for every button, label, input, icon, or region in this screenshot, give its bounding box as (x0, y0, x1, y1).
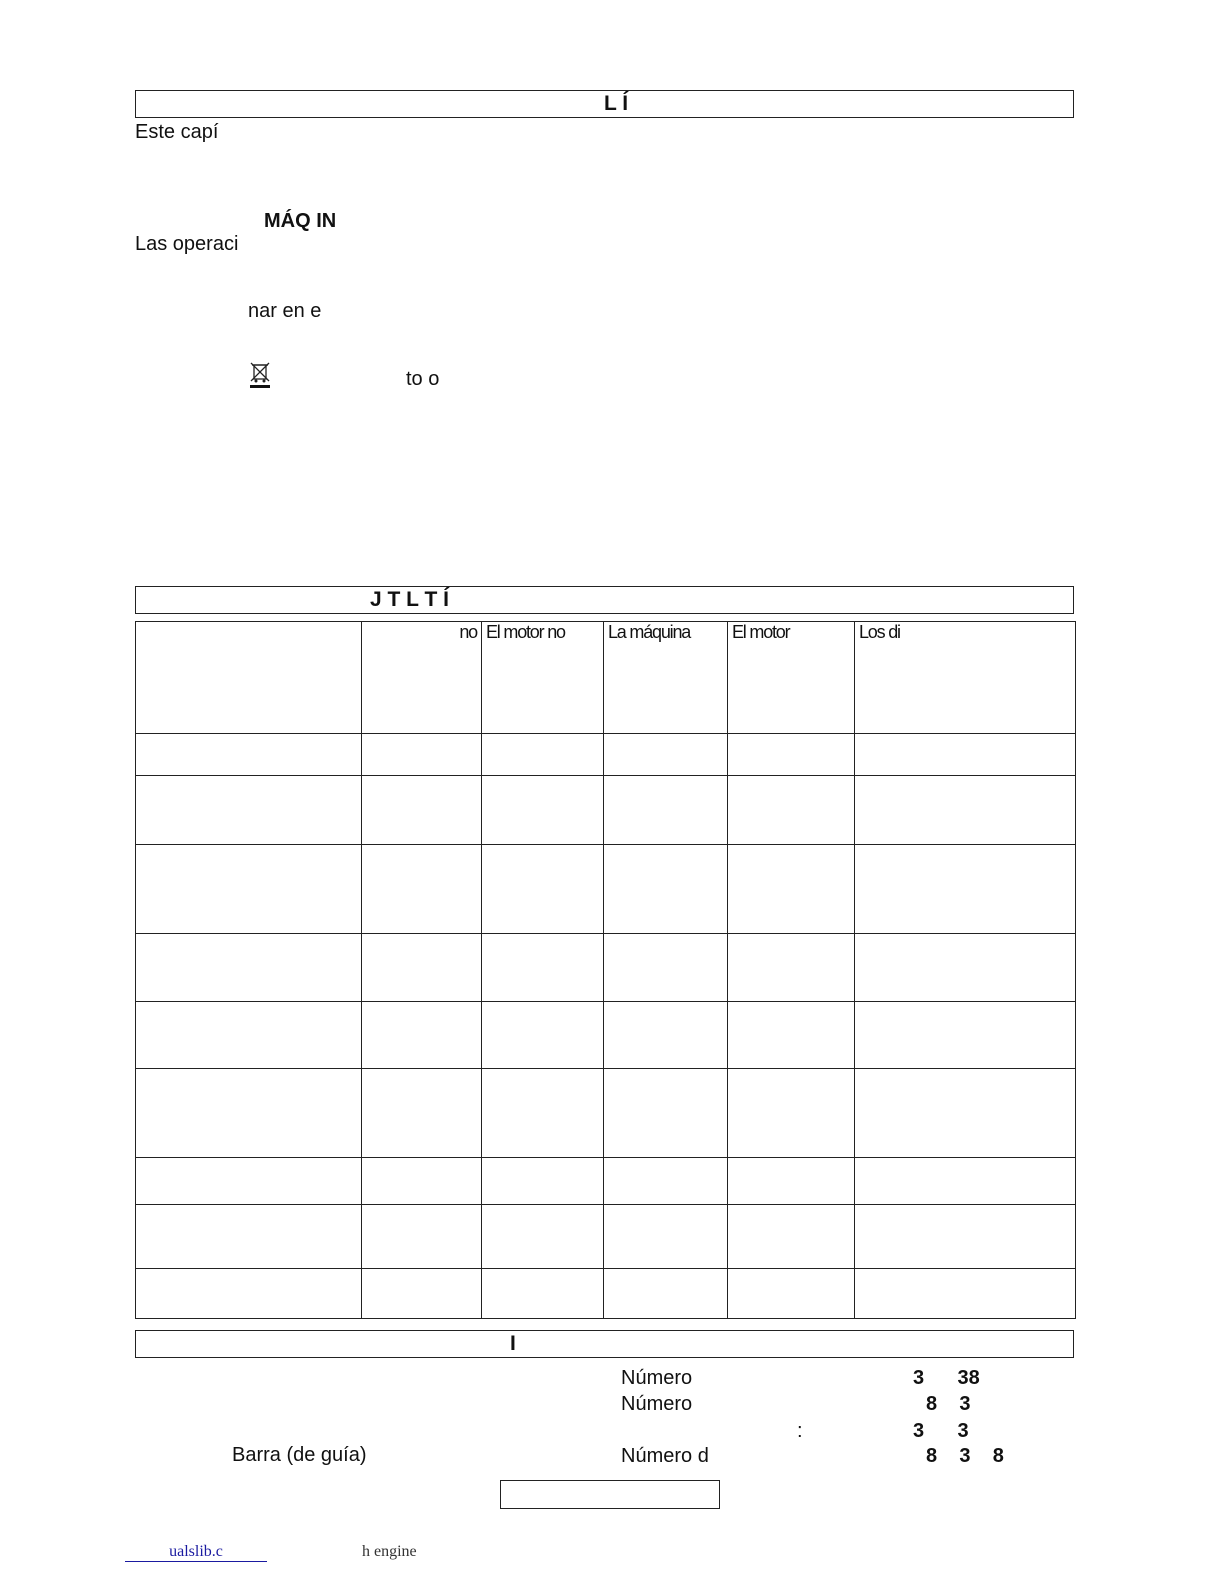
table-row (136, 734, 1076, 776)
spec-label: Número d (621, 1445, 709, 1467)
paragraph-to-o: to o (406, 368, 440, 390)
paragraph-nar: nar en e (248, 300, 322, 322)
section-title-box-2 (135, 586, 1074, 614)
table-row (136, 776, 1076, 845)
empty-box (500, 1480, 720, 1509)
operations-paragraph: Las operaci (135, 233, 239, 255)
header-cell: El motor (728, 622, 855, 734)
section-title-box-1 (135, 90, 1074, 118)
spec-label: Número (621, 1393, 693, 1415)
spec-value: 3 3 (913, 1420, 969, 1442)
header-cell (136, 622, 362, 734)
subheading-maquina: MÁQ IN (264, 210, 337, 232)
intro-paragraph: Este capí (135, 121, 219, 143)
spec-value: 3 38 (913, 1367, 980, 1389)
table-row (136, 1069, 1076, 1158)
section-title-1: L Í (604, 92, 629, 115)
header-cell: La máquina (604, 622, 728, 734)
spec-label: : (797, 1420, 803, 1442)
header-cell: El motor no (482, 622, 604, 734)
table-row (136, 1158, 1076, 1205)
spec-value: 8 3 (926, 1393, 971, 1415)
spec-value: 8 3 8 (926, 1445, 1004, 1467)
spec-barra-label: Barra (de guía) (232, 1444, 367, 1466)
section-title-3: I (510, 1332, 516, 1355)
spec-label: Número (621, 1367, 693, 1389)
header-cell: Los di (855, 622, 1076, 734)
footer-link[interactable]: ualslib.c (125, 1542, 267, 1562)
section-title-box-3 (135, 1330, 1074, 1358)
section-title-2: J T L T Í (370, 588, 449, 611)
table-row (136, 1269, 1076, 1319)
footer-text: h engine (362, 1543, 417, 1560)
troubleshooting-table (135, 621, 1076, 1319)
crossed-bin-icon (247, 362, 273, 390)
table-row (136, 934, 1076, 1002)
table-row (136, 1002, 1076, 1069)
header-cell: no (362, 622, 482, 734)
table-row (136, 1205, 1076, 1269)
table-row (136, 845, 1076, 934)
table-header-row (136, 622, 1076, 734)
